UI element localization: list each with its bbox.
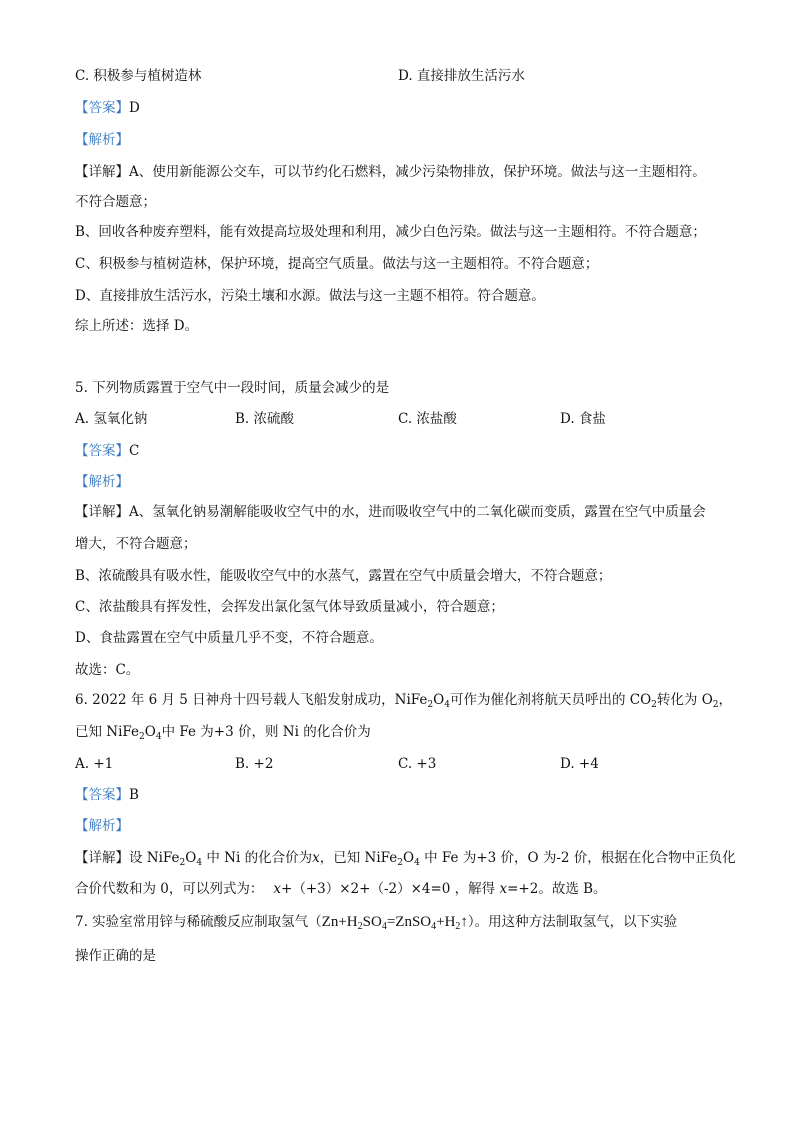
subscript: 4 [381, 921, 387, 932]
q4-answer [75, 98, 140, 118]
q5-option-a: A. 氢氧化钠 [75, 411, 148, 427]
text: ，已知 NiFe [319, 850, 398, 866]
q6-option-d: D. +4 [560, 756, 599, 772]
text: O [403, 850, 415, 866]
q6-stem-line-1 [75, 690, 732, 710]
q4-detail-line-3: B、回收各种废弃塑料，能有效提高垃圾处理和利用，减少白色污染。做法与这一主题相符。不符合题意； [75, 224, 706, 240]
detail-label: 【详解】 [75, 850, 129, 866]
q5-detail-line-5: D、食盐露置在空气中质量几乎不变，不符合题意。 [75, 630, 383, 646]
q6-analysis [75, 816, 129, 836]
eq-part: +H [436, 914, 456, 930]
subscript: 4 [444, 700, 450, 710]
text: 转化为 O [656, 692, 713, 708]
q5-option-d: D. 食盐 [560, 411, 606, 427]
analysis-label: 【解析】 [75, 474, 129, 490]
text: +（+3）×2+（-2）×4=0 ，解得 [281, 881, 500, 897]
text: 中 Fe 为+3 价，O 为-2 价，根据在化合物中正负化 [419, 850, 736, 866]
q4-option-c: C. 积极参与植树造林 [75, 68, 202, 84]
answer-value: B [129, 787, 139, 803]
text: 合价代数和为 0，可以列式为： [75, 881, 264, 897]
detail-text: A、氢氧化钠易潮解能吸收空气中的水，进而吸收空气中的二氧化碳而变质，露置在空气中质量会 [129, 504, 706, 520]
subscript: 2 [397, 858, 404, 868]
analysis-label: 【解析】 [75, 818, 129, 834]
q4-detail-line-5: D、直接排放生活污水，污染土壤和水源。做法与这一主题不相符。符合题意。 [75, 288, 545, 304]
text: ， [718, 692, 732, 708]
q4-option-d: D. 直接排放生活污水 [398, 68, 525, 84]
q4-detail-line-2: 不符合题意； [75, 194, 156, 210]
variable: x [499, 881, 508, 897]
q5-detail-line-4: C、浓盐酸具有挥发性，会挥发出氯化氢气体导致质量减小，符合题意； [75, 599, 504, 615]
text: 可作为催化剂将航天员呼出的 CO [449, 692, 652, 708]
text: 7. 实验室常用锌与稀硫酸反应制取氢气（ [75, 914, 322, 930]
q5-detail-line-1 [75, 502, 706, 522]
text: ）。用这种方法制取氢气，以下实验 [467, 914, 678, 930]
eq-part: SO [362, 914, 382, 930]
eq-part: Zn+H [321, 914, 358, 930]
q6-option-a: A. +1 [75, 756, 114, 772]
detail-label: 【详解】 [75, 504, 129, 520]
q5-detail-line-3: B、浓硫酸具有吸水性，能吸收空气中的水蒸气，露置在空气中质量会增大，不符合题意； [75, 568, 612, 584]
subscript: 4 [196, 858, 203, 868]
q4-analysis [75, 130, 129, 150]
answer-label: 【答案】 [75, 443, 129, 459]
q5-detail-line-2: 增大，不符合题意； [75, 536, 197, 552]
answer-value: D [129, 100, 140, 116]
answer-label: 【答案】 [75, 787, 129, 803]
detail-text: A、使用新能源公交车，可以节约化石燃料，减少污染物排放，保护环境。做法与这一主题相符。 [129, 164, 706, 180]
q5-stem: 5. 下列物质露置于空气中一段时间，质量会减少的是 [75, 380, 390, 396]
variable: x [312, 850, 320, 866]
subscript: 2 [712, 700, 719, 710]
subscript: 2 [427, 700, 434, 710]
subscript: 4 [414, 858, 420, 868]
q5-summary: 故选：C。 [75, 662, 140, 678]
subscript: 2 [139, 732, 145, 742]
up-arrow-icon: ↑ [460, 914, 468, 930]
text: O [185, 850, 197, 866]
text: 中 Fe 为+3 价，则 Ni 的化合价为 [161, 724, 371, 740]
subscript: 2 [357, 921, 363, 932]
subscript: 4 [155, 732, 162, 742]
q7-stem-line-1 [75, 912, 677, 932]
text: =+2。故选 B。 [507, 881, 607, 897]
answer-value: C [129, 443, 140, 459]
text: O [433, 692, 445, 708]
text: 中 Ni 的化合价为 [202, 850, 313, 866]
subscript: 4 [431, 921, 437, 932]
subscript: 2 [455, 921, 461, 932]
q5-analysis [75, 472, 129, 492]
subscript: 2 [179, 858, 186, 868]
text: 已知 NiFe [75, 724, 140, 740]
subscript: 2 [651, 700, 657, 710]
q6-detail-line-2 [75, 879, 607, 899]
analysis-label: 【解析】 [75, 132, 129, 148]
q5-option-b: B. 浓硫酸 [235, 411, 295, 427]
text: O [144, 724, 156, 740]
q4-detail-line-1 [75, 162, 706, 182]
text: 6. 2022 年 6 月 5 日神舟十四号载人飞船发射成功，NiFe [75, 692, 428, 708]
q6-answer [75, 785, 139, 805]
reaction-equation [322, 914, 468, 930]
q5-answer [75, 441, 139, 461]
eq-part: =ZnSO [386, 914, 432, 930]
q5-option-c: C. 浓盐酸 [398, 411, 457, 427]
q4-detail-line-4: C、积极参与植树造林，保护环境，提高空气质量。做法与这一主题相符。不符合题意； [75, 256, 599, 272]
q6-option-b: B. +2 [235, 756, 274, 772]
q6-option-c: C. +3 [398, 756, 437, 772]
q6-stem-line-2 [75, 722, 371, 742]
text: 设 NiFe [129, 850, 180, 866]
answer-label: 【答案】 [75, 100, 129, 116]
q6-detail-line-1 [75, 848, 736, 868]
q7-stem-line-2: 操作正确的是 [75, 948, 156, 964]
variable: x [273, 881, 282, 897]
q4-summary: 综上所述：选择 D。 [75, 318, 199, 334]
detail-label: 【详解】 [75, 164, 129, 180]
